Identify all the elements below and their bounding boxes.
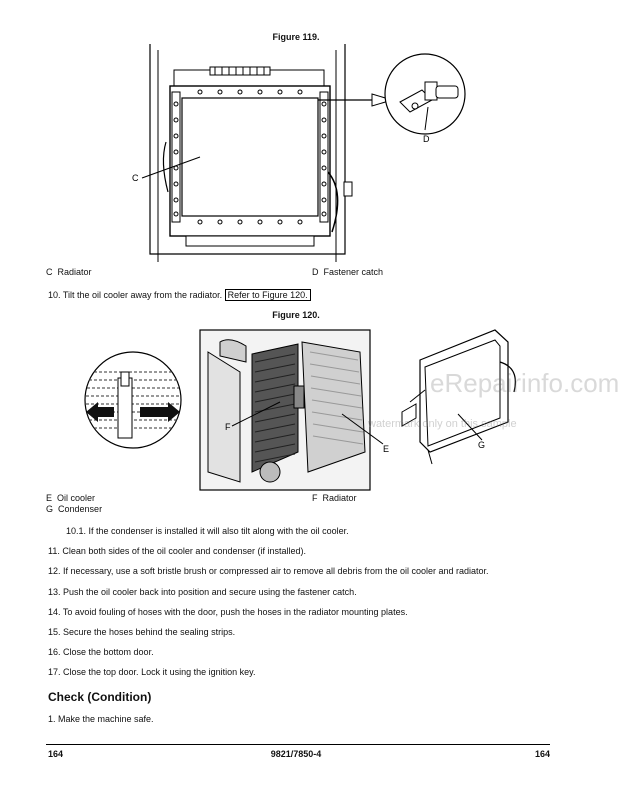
callout-g: G bbox=[478, 440, 486, 450]
figure-120-link[interactable]: Refer to Figure 120. bbox=[225, 289, 311, 301]
step-11: 11. Clean both sides of the oil cooler and condenser (if installed). bbox=[48, 546, 306, 556]
figure-119-title: Figure 119. bbox=[272, 32, 320, 42]
page-number-right: 164 bbox=[534, 749, 550, 759]
caption-c: C Radiator bbox=[46, 267, 92, 277]
callout-e: E bbox=[383, 444, 390, 454]
callout-c: C bbox=[132, 173, 139, 183]
section-heading-check: Check (Condition) bbox=[48, 690, 152, 704]
document-number: 9821/7850-4 bbox=[270, 749, 322, 759]
step-10-1: 10.1. If the condenser is installed it will also tilt along with the oil cooler. bbox=[66, 526, 349, 536]
step-12: 12. If necessary, use a soft bristle brush or compressed air to remove all debris from the oil cooler and radiator. bbox=[48, 566, 489, 576]
step-15: 15. Secure the hoses behind the sealing strips. bbox=[48, 627, 236, 637]
callout-d: D bbox=[423, 134, 430, 144]
watermark-site: eRepairinfo.com bbox=[430, 368, 619, 398]
step-16: 16. Close the bottom door. bbox=[48, 647, 154, 657]
callout-f: F bbox=[225, 422, 231, 432]
caption-d: D Fastener catch bbox=[312, 267, 384, 277]
check-step-1: 1. Make the machine safe. bbox=[48, 714, 154, 724]
watermark-note: watermark only on this sample bbox=[368, 418, 517, 430]
caption-e: E Oil cooler bbox=[46, 493, 96, 503]
figure-119-illustration bbox=[132, 42, 470, 267]
caption-g: G Condenser bbox=[46, 504, 103, 514]
step-17: 17. Close the top door. Lock it using the ignition key. bbox=[48, 667, 256, 677]
step-10: 10. Tilt the oil cooler away from the radiator. Refer to Figure 120. bbox=[48, 290, 311, 300]
footer-rule bbox=[46, 744, 550, 745]
caption-f: F Radiator bbox=[312, 493, 357, 503]
figure-120-title: Figure 120. bbox=[272, 310, 320, 320]
page-number-left: 164 bbox=[48, 749, 64, 759]
figure-120-illustration bbox=[80, 322, 550, 492]
step-14: 14. To avoid fouling of hoses with the door, push the hoses in the radiator mounting plates. bbox=[48, 607, 408, 617]
step-13: 13. Push the oil cooler back into position and secure using the fastener catch. bbox=[48, 587, 357, 597]
